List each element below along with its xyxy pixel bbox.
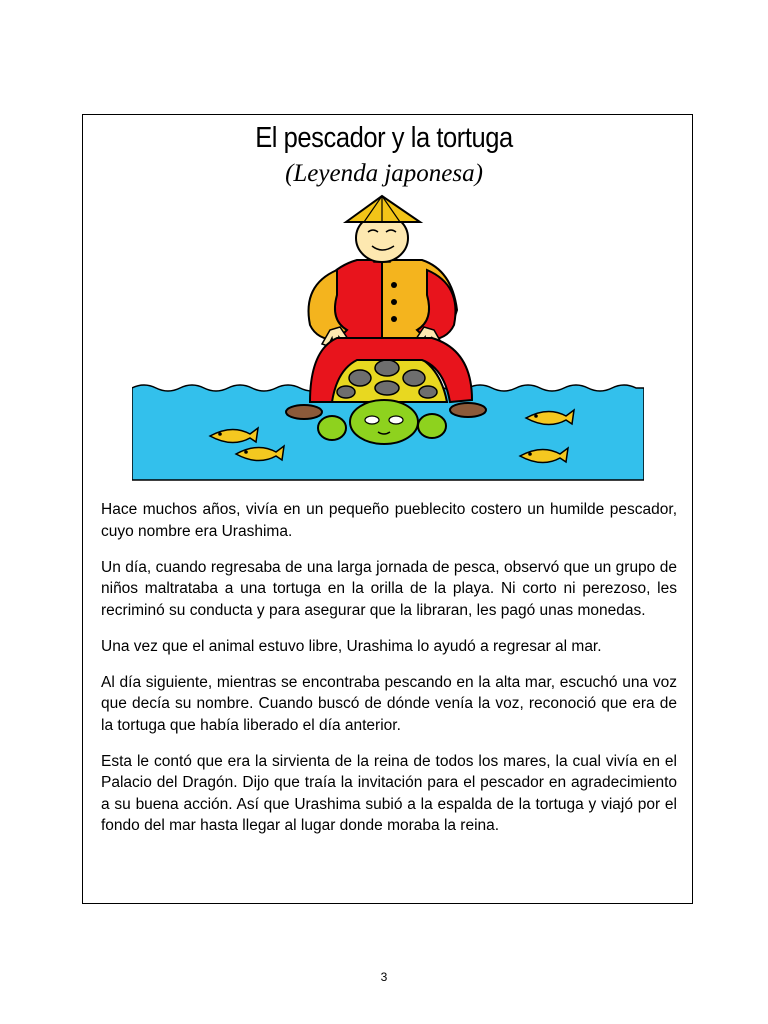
- story-subtitle: (Leyenda japonesa): [285, 160, 483, 187]
- story-paragraph: Esta le contó que era la sirvienta de la reina de todos los mares, la cual vivía en el Palacio del Dragón. Dijo que traía la invitación para el pescador en agradecimiento a su buena acción. Así que Urashima subió a la espalda de la tortuga y viajó por el fondo del mar hasta llegar al lugar donde moraba la reina.: [101, 752, 677, 834]
- story-paragraph: Un día, cuando regresaba de una larga jornada de pesca, observó que un grupo de niños maltrataba a una tortuga en la orilla de la playa. Ni corto ni perezoso, les recriminó su conducta y para asegurar que la libraran, les pagó unas monedas.: [101, 558, 677, 619]
- story-paragraph: Al día siguiente, mientras se encontraba pescando en la alta mar, escuchó una voz que decía su nombre. Cuando buscó de dónde venía la voz, reconoció que era de la tortuga que había liberado el día anterior.: [101, 673, 677, 734]
- fisherman-hat: [346, 196, 420, 222]
- fisherman-turtle-illustration: [132, 190, 644, 482]
- fisherman-shoe: [450, 403, 486, 417]
- turtle-leg: [318, 416, 346, 440]
- turtle-head: [350, 400, 418, 444]
- story-paragraph: Hace muchos años, vivía en un pequeño pueblecito costero un humilde pescador, cuyo nombre era Urashima.: [101, 501, 677, 540]
- page-number: 3: [380, 970, 388, 984]
- fisherman-shoe: [286, 405, 322, 419]
- story-paragraph: Una vez que el animal estuvo libre, Urashima lo ayudó a regresar al mar.: [101, 637, 602, 655]
- story-title: El pescador y la tortuga: [255, 122, 513, 154]
- turtle-leg: [418, 414, 446, 438]
- story-body: [101, 499, 677, 851]
